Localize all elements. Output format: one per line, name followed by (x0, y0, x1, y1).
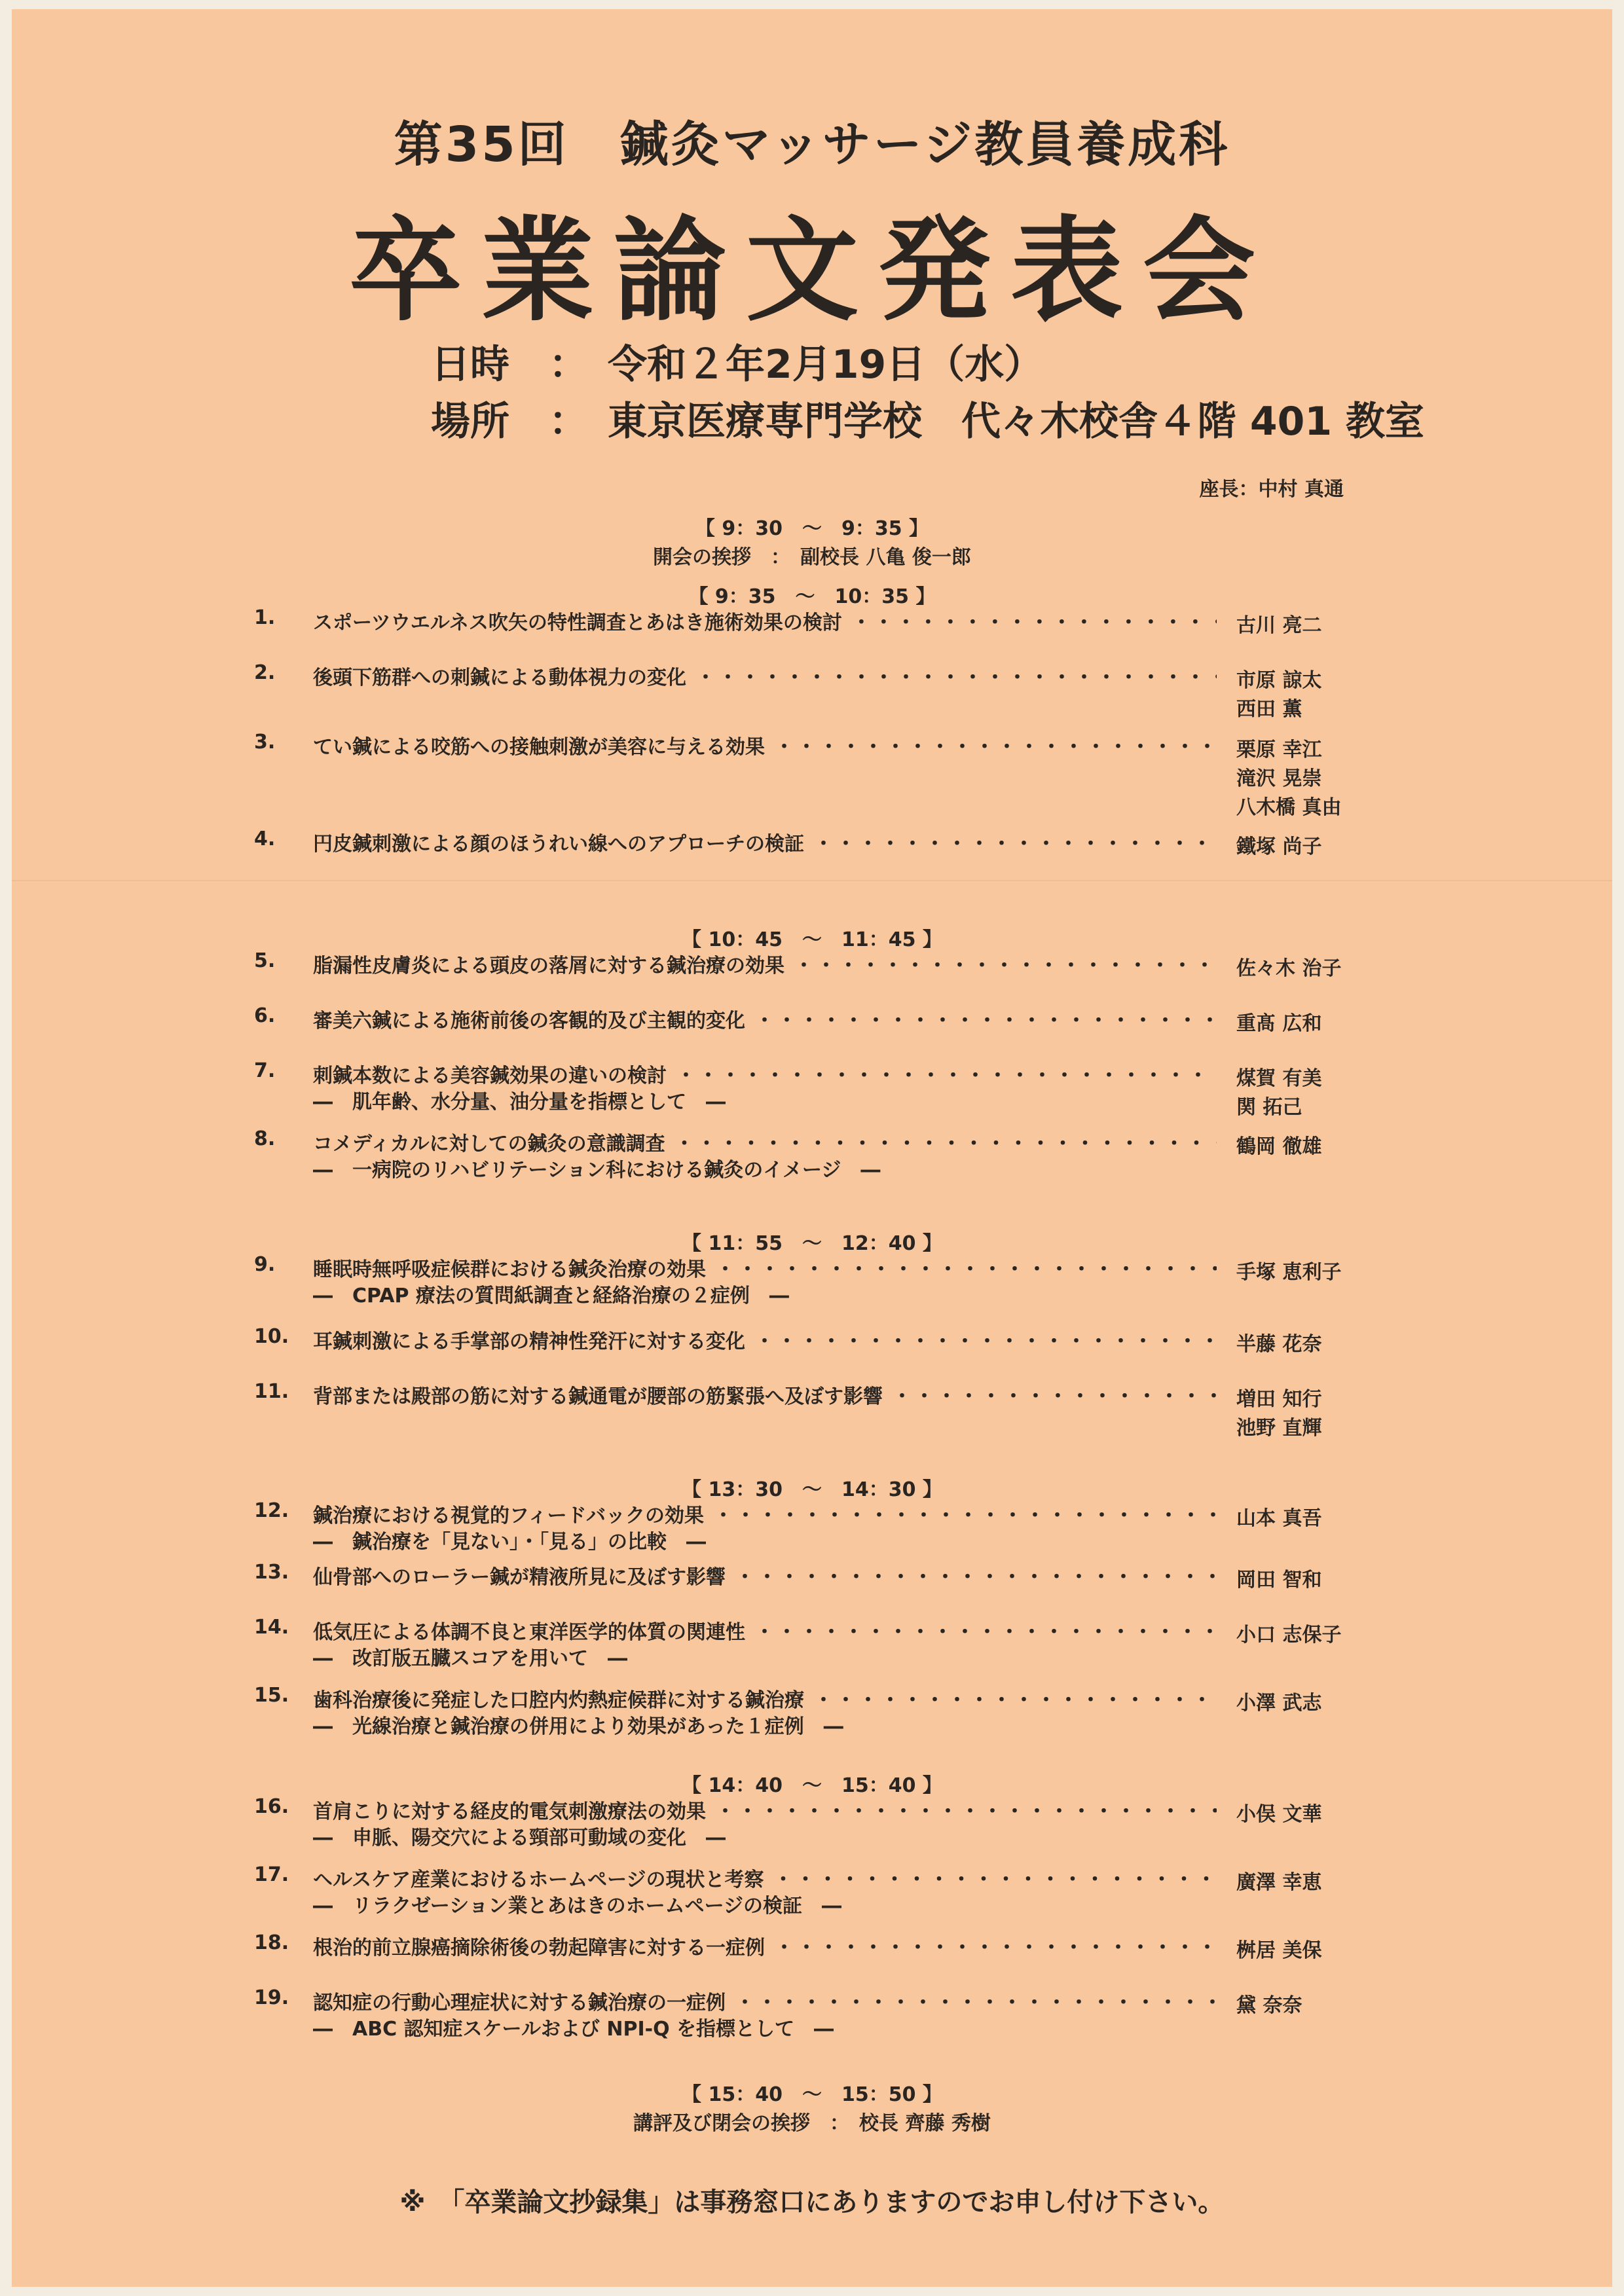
presenter-name: 重髙 広和 (1236, 1012, 1322, 1035)
presenter-name: 池野 直輝 (1236, 1417, 1322, 1440)
abstract-notice: ※ 「卒業論文抄録集」は事務窓口にありますのでお申し付け下さい。 (399, 2187, 1225, 2217)
presentation-title: 仙骨部へのローラー鍼が精液所見に及ぼす影響 ・・・・・・・・・・・・・・・・・・・・・・・・・・・・・・・・・・・・・・・・・・・・・・・・・・・・・・・・・・・・・・・・・ (313, 1561, 1217, 1590)
presenter-name: 小口 志保子 (1236, 1624, 1342, 1647)
place-label: 場所 (431, 399, 509, 445)
presentation-item (254, 731, 1361, 822)
presentation-title: コメディカルに対しての鍼灸の意識調査 ・・・・・・・・・・・・・・・・・・・・・・・・・・・・・・・・・・・・・・・・・・・・・・・・・・・・・・・・・・・・・・・・・ (313, 1127, 1217, 1156)
presentation-title: 首肩こりに対する経皮的電気刺激療法の効果 ・・・・・・・・・・・・・・・・・・・・・・・・・・・・・・・・・・・・・・・・・・・・・・・・・・・・・・・・・・・・・・・・・ (313, 1795, 1217, 1824)
presenter-name: 手塚 恵利子 (1236, 1261, 1342, 1284)
presenter-name: 佐々木 治子 (1236, 957, 1342, 980)
date-separator: ： (549, 342, 588, 388)
opening-time: 【 9：30 ～ 9：35 】 (695, 517, 929, 540)
presentation-number: 5. (254, 949, 276, 972)
place-row (431, 390, 1424, 446)
closing-remarks: 講評及び閉会の挨拶 ： 校長 齊藤 秀樹 (633, 2112, 991, 2135)
presenter-name (1236, 1531, 1321, 1559)
presenter-list (1236, 1989, 1302, 2075)
presentation-title: 脂漏性皮膚炎による頭皮の落屑に対する鍼治療の効果 ・・・・・・・・・・・・・・・・・・・・・・・・・・・・・・・・・・・・・・・・・・・・・・・・・・・・・・・・・・・・・・・・・ (313, 949, 1217, 978)
presentation-title: 認知症の行動心理症状に対する鍼治療の一症例 ・・・・・・・・・・・・・・・・・・・・・・・・・・・・・・・・・・・・・・・・・・・・・・・・・・・・・・・・・・・・・・・・・ (313, 1986, 1217, 2015)
presentation-title: 後頭下筋群への刺鍼による動体視力の変化 ・・・・・・・・・・・・・・・・・・・・・・・・・・・・・・・・・・・・・・・・・・・・・・・・・・・・・・・・・・・・・・・・・ (313, 661, 1217, 690)
presentation-title: 歯科治療後に発症した口腔内灼熱症候群に対する鍼治療 ・・・・・・・・・・・・・・・・・・・・・・・・・・・・・・・・・・・・・・・・・・・・・・・・・・・・・・・・・・・・・・・・・ (313, 1684, 1217, 1713)
date-value: 令和２年2月19日（水） (608, 342, 1044, 388)
presenter-name: 鶴岡 徹雄 (1236, 1135, 1322, 1158)
presentation-item (254, 828, 1361, 919)
opening-remarks: 開会の挨拶 ： 副校長 八亀 俊一郎 (653, 546, 971, 569)
presentation-number: 1. (254, 606, 276, 629)
presenter-name: 市原 諒太 (1236, 669, 1322, 692)
presentation-subtitle: ― 申脈、陽交穴による頸部可動域の変化 ― (313, 1827, 726, 1850)
presenter-name (1236, 2018, 1302, 2047)
program-sheet (12, 9, 1612, 2287)
presentation-title: 睡眠時無呼吸症候群における鍼灸治療の効果 ・・・・・・・・・・・・・・・・・・・・・・・・・・・・・・・・・・・・・・・・・・・・・・・・・・・・・・・・・・・・・・・・・ (313, 1253, 1217, 1282)
presentation-title: ヘルスケア産業におけるホームページの現状と考察 ・・・・・・・・・・・・・・・・・・・・・・・・・・・・・・・・・・・・・・・・・・・・・・・・・・・・・・・・・・・・・・・・・ (313, 1863, 1217, 1892)
presenter-name: 栗原 幸江 (1236, 738, 1322, 761)
presenter-name (1236, 1715, 1321, 1744)
event-title: 卒業論文発表会 (349, 205, 1275, 337)
presentation-title: 鍼治療における視覚的フィードバックの効果 ・・・・・・・・・・・・・・・・・・・・・・・・・・・・・・・・・・・・・・・・・・・・・・・・・・・・・・・・・・・・・・・・・ (313, 1499, 1217, 1528)
presentation-number: 6. (254, 1004, 276, 1027)
presentation-number: 3. (254, 731, 276, 754)
presentation-title: 審美六鍼による施術前後の客観的及び主観的変化 ・・・・・・・・・・・・・・・・・・・・・・・・・・・・・・・・・・・・・・・・・・・・・・・・・・・・・・・・・・・・・・・・・ (313, 1004, 1217, 1033)
presentation-title: 根治的前立腺癌摘除術後の勃起障害に対する一症例 ・・・・・・・・・・・・・・・・・・・・・・・・・・・・・・・・・・・・・・・・・・・・・・・・・・・・・・・・・・・・・・・・・ (313, 1931, 1217, 1960)
date-row (431, 333, 1043, 390)
presenter-name: 鐵塚 尚子 (1236, 835, 1322, 858)
presenter-name: 滝沢 晃崇 (1236, 767, 1322, 790)
presenter-name (1236, 1827, 1321, 1855)
presenter-name: 黛 奈奈 (1236, 1994, 1302, 2017)
presentation-title: 刺鍼本数による美容鍼効果の違いの検討 ・・・・・・・・・・・・・・・・・・・・・・・・・・・・・・・・・・・・・・・・・・・・・・・・・・・・・・・・・・・・・・・・・ (313, 1059, 1217, 1088)
presenter-name: 廣澤 幸恵 (1236, 1871, 1322, 1894)
presentation-subtitle: ― 改訂版五臓スコアを用いて ― (313, 1647, 627, 1670)
presentation-subtitle: ― リラクゼーション業とあはきのホームページの検証 ― (313, 1895, 841, 1918)
presenter-name: 半藤 花奈 (1236, 1333, 1322, 1356)
presentation-number: 15. (254, 1684, 289, 1707)
presentation-item (254, 1986, 1361, 2078)
presenter-list (1236, 733, 1341, 820)
presentation-number: 18. (254, 1931, 289, 1954)
presentation-number: 8. (254, 1127, 276, 1150)
presentation-number: 17. (254, 1863, 289, 1886)
date-label: 日時 (431, 342, 509, 388)
presenter-list (1236, 1383, 1321, 1469)
presentation-number: 10. (254, 1325, 289, 1348)
presentation-title: 低気圧による体調不良と東洋医学的体質の関連性 ・・・・・・・・・・・・・・・・・・・・・・・・・・・・・・・・・・・・・・・・・・・・・・・・・・・・・・・・・・・・・・・・・ (313, 1616, 1217, 1645)
presentation-subtitle: ― 一病院のリハビリテーション科における鍼灸のイメージ ― (313, 1159, 881, 1182)
presenter-name: 桝居 美保 (1236, 1939, 1322, 1962)
presentation-item (254, 1684, 1361, 1776)
presentation-number: 16. (254, 1795, 289, 1818)
presentation-number: 19. (254, 1986, 289, 2009)
presenter-name: 八木橋 真由 (1236, 796, 1342, 819)
presenter-name (1236, 1647, 1341, 1676)
presentation-number: 11. (254, 1380, 289, 1403)
presentation-subtitle: ― ABC 認知症スケールおよび NPI-Q を指標として ― (313, 2018, 834, 2041)
place-separator: ： (549, 399, 588, 445)
presentation-title: 背部または殿部の筋に対する鍼通電が腰部の筋緊張へ及ぼす影響 ・・・・・・・・・・・・・・・・・・・・・・・・・・・・・・・・・・・・・・・・・・・・・・・・・・・・・・・・・・・・・・・・・ (313, 1380, 1217, 1409)
closing-time: 【 15：40 ～ 15：50 】 (682, 2083, 942, 2106)
session-time: 【 14：40 ～ 15：40 】 (682, 1774, 942, 1797)
event-subtitle: 第35回 鍼灸マッサージ教員養成科 (394, 117, 1230, 173)
presenter-list (1236, 830, 1321, 917)
presenter-name (1236, 859, 1321, 888)
presenter-name: 古川 亮二 (1236, 614, 1322, 637)
presentation-number: 14. (254, 1616, 289, 1639)
presenter-list (1236, 1130, 1321, 1216)
presenter-name: 山本 真吾 (1236, 1507, 1322, 1530)
presenter-name (1236, 2047, 1302, 2075)
presentation-item (254, 1380, 1361, 1472)
presentation-number: 9. (254, 1253, 276, 1276)
presentation-number: 13. (254, 1561, 289, 1584)
presentation-number: 12. (254, 1499, 289, 1522)
presentation-subtitle: ― CPAP 療法の質問紙調査と経絡治療の２症例 ― (313, 1285, 789, 1307)
presentation-subtitle: ― 肌年齢、水分量、油分量を指標として ― (313, 1091, 726, 1114)
presenter-name (1236, 888, 1321, 917)
presentation-title: 円皮鍼刺激による顔のほうれい線へのアプローチの検証 ・・・・・・・・・・・・・・・・・・・・・・・・・・・・・・・・・・・・・・・・・・・・・・・・・・・・・・・・・・・・・・・・・ (313, 828, 1217, 856)
presenter-name: 煤賀 有美 (1236, 1067, 1322, 1090)
session-time: 【 13：30 ～ 14：30 】 (682, 1478, 942, 1501)
presenter-name (1236, 1895, 1321, 1923)
presentation-subtitle: ― 鍼治療を「見ない」・「見る」の比較 ― (313, 1531, 706, 1554)
session-time: 【 10：45 ～ 11：45 】 (682, 928, 942, 951)
presenter-name: 西田 薫 (1236, 698, 1302, 721)
presenter-list (1236, 1686, 1321, 1773)
presentation-item (254, 1127, 1361, 1219)
session-time: 【 9：35 ～ 10：35 】 (688, 585, 936, 608)
presentation-title: 耳鍼刺激による手掌部の精神性発汗に対する変化 ・・・・・・・・・・・・・・・・・・・・・・・・・・・・・・・・・・・・・・・・・・・・・・・・・・・・・・・・・・・・・・・・・ (313, 1325, 1217, 1354)
presenter-name: 関 拓己 (1236, 1096, 1302, 1119)
presenter-name (1236, 1440, 1321, 1469)
presenter-name: 小澤 武志 (1236, 1692, 1322, 1715)
presentation-number: 4. (254, 828, 276, 850)
presentation-title: スポーツウエルネス吹矢の特性調査とあはき施術効果の検討 ・・・・・・・・・・・・・・・・・・・・・・・・・・・・・・・・・・・・・・・・・・・・・・・・・・・・・・・・・・・・・・・・・ (313, 606, 1217, 635)
presenter-name: 岡田 智和 (1236, 1569, 1322, 1592)
presentation-number: 2. (254, 661, 276, 684)
presenter-name (1236, 1188, 1321, 1216)
presentation-number: 7. (254, 1059, 276, 1082)
chairperson: 座長：中村 真通 (1199, 478, 1344, 501)
session-time: 【 11：55 ～ 12：40 】 (682, 1232, 942, 1255)
presenter-name (1236, 1285, 1341, 1313)
presenter-name: 増田 知行 (1236, 1388, 1322, 1411)
presenter-name (1236, 1159, 1321, 1188)
place-value: 東京医療専門学校 代々木校舎４階 401 教室 (608, 399, 1425, 445)
presenter-name: 小俣 文華 (1236, 1803, 1322, 1826)
presentation-subtitle: ― 光線治療と鍼治療の併用により効果があった１症例 ― (313, 1715, 843, 1738)
presentation-title: てい鍼による咬筋への接触刺激が美容に与える効果 ・・・・・・・・・・・・・・・・・・・・・・・・・・・・・・・・・・・・・・・・・・・・・・・・・・・・・・・・・・・・・・・・・ (313, 731, 1217, 759)
